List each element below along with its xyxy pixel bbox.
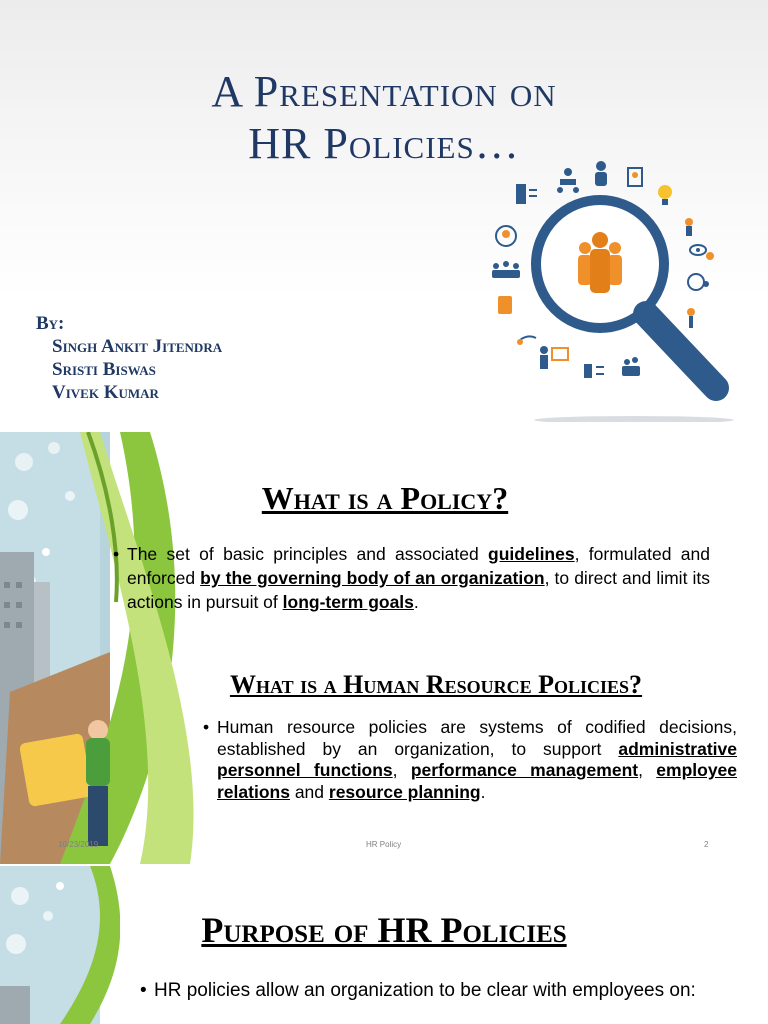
hr-policy-definition-bullet [203, 717, 738, 803]
bullet-dot: • [140, 980, 147, 1001]
building-icon [516, 184, 537, 204]
purpose-bullet [140, 978, 734, 1003]
bullet-dot: • [203, 717, 210, 737]
team-icon [492, 261, 520, 278]
title-line-1: A Presentation on [211, 67, 557, 116]
magnifier-icon [534, 200, 734, 422]
keyword-guidelines: guidelines [488, 544, 575, 564]
authors-block [36, 312, 222, 404]
globe-icon [688, 274, 709, 290]
keyword-admin-functions: administrative personnel functions [217, 738, 737, 780]
person-card-icon [628, 168, 642, 186]
text-run: and [289, 781, 329, 802]
text-run: , [638, 760, 657, 780]
text-run: HR policies allow an organization to be clear with employees on: [154, 980, 696, 1001]
compass-icon [685, 218, 693, 236]
person-icon [595, 161, 607, 186]
keyword-resource-planning: resource planning [328, 781, 481, 802]
presenter-icon [540, 346, 568, 369]
keyword-performance-management: performance management [410, 760, 639, 780]
keyword-employee-relations: employee relations [217, 760, 738, 802]
hierarchy-icon [584, 364, 604, 378]
by-label: By: [36, 313, 65, 334]
bullet-dot: • [113, 544, 120, 564]
policy-definition-bullet [113, 542, 710, 614]
footer-title: HR Policy [366, 840, 402, 849]
footer-page-number: 2 [704, 840, 709, 849]
purpose-slide [0, 866, 768, 1024]
text-run: . [413, 592, 419, 612]
text-run: , to direct and limit its actions in pursuit of [127, 568, 710, 612]
text-run: , [392, 760, 411, 780]
route-icon [517, 336, 536, 345]
text-run: , formulated and enforced [127, 544, 710, 588]
text-run: . [480, 781, 486, 802]
author-name: Sristi Biswas [52, 359, 156, 380]
author-name: Singh Ankit Jitendra [52, 336, 223, 357]
eye-icon [690, 245, 714, 260]
keyword-governing-body: by the governing body of an organization [200, 568, 545, 588]
footer-date: 10/23/2019 [58, 840, 99, 849]
people-icon [496, 226, 516, 246]
title-slide [0, 0, 768, 428]
hr-magnifier-illustration [484, 152, 748, 422]
heading-what-is-policy: What is a Policy? [261, 480, 509, 516]
heading-purpose-hr-policies: Purpose of HR Policies [201, 910, 567, 950]
title-line-2: HR Policies… [248, 119, 520, 168]
arrows-icon [687, 308, 695, 328]
policy-definition-slide [0, 432, 768, 864]
author-name: Vivek Kumar [52, 382, 159, 403]
slide-decoration [0, 866, 120, 1024]
lightbulb-icon [658, 185, 672, 205]
text-run: The set of basic principles and associated [127, 544, 489, 564]
text-run: Human resource policies are systems of codified decisions, established by an organization, to support [217, 717, 737, 759]
badge-icon [498, 296, 512, 314]
keyword-long-term-goals: long-term goals [282, 592, 414, 612]
heading-what-is-hr-policies: What is a Human Resource Policies? [229, 670, 643, 699]
org-chart-icon [557, 168, 579, 193]
group-icon [622, 357, 640, 376]
